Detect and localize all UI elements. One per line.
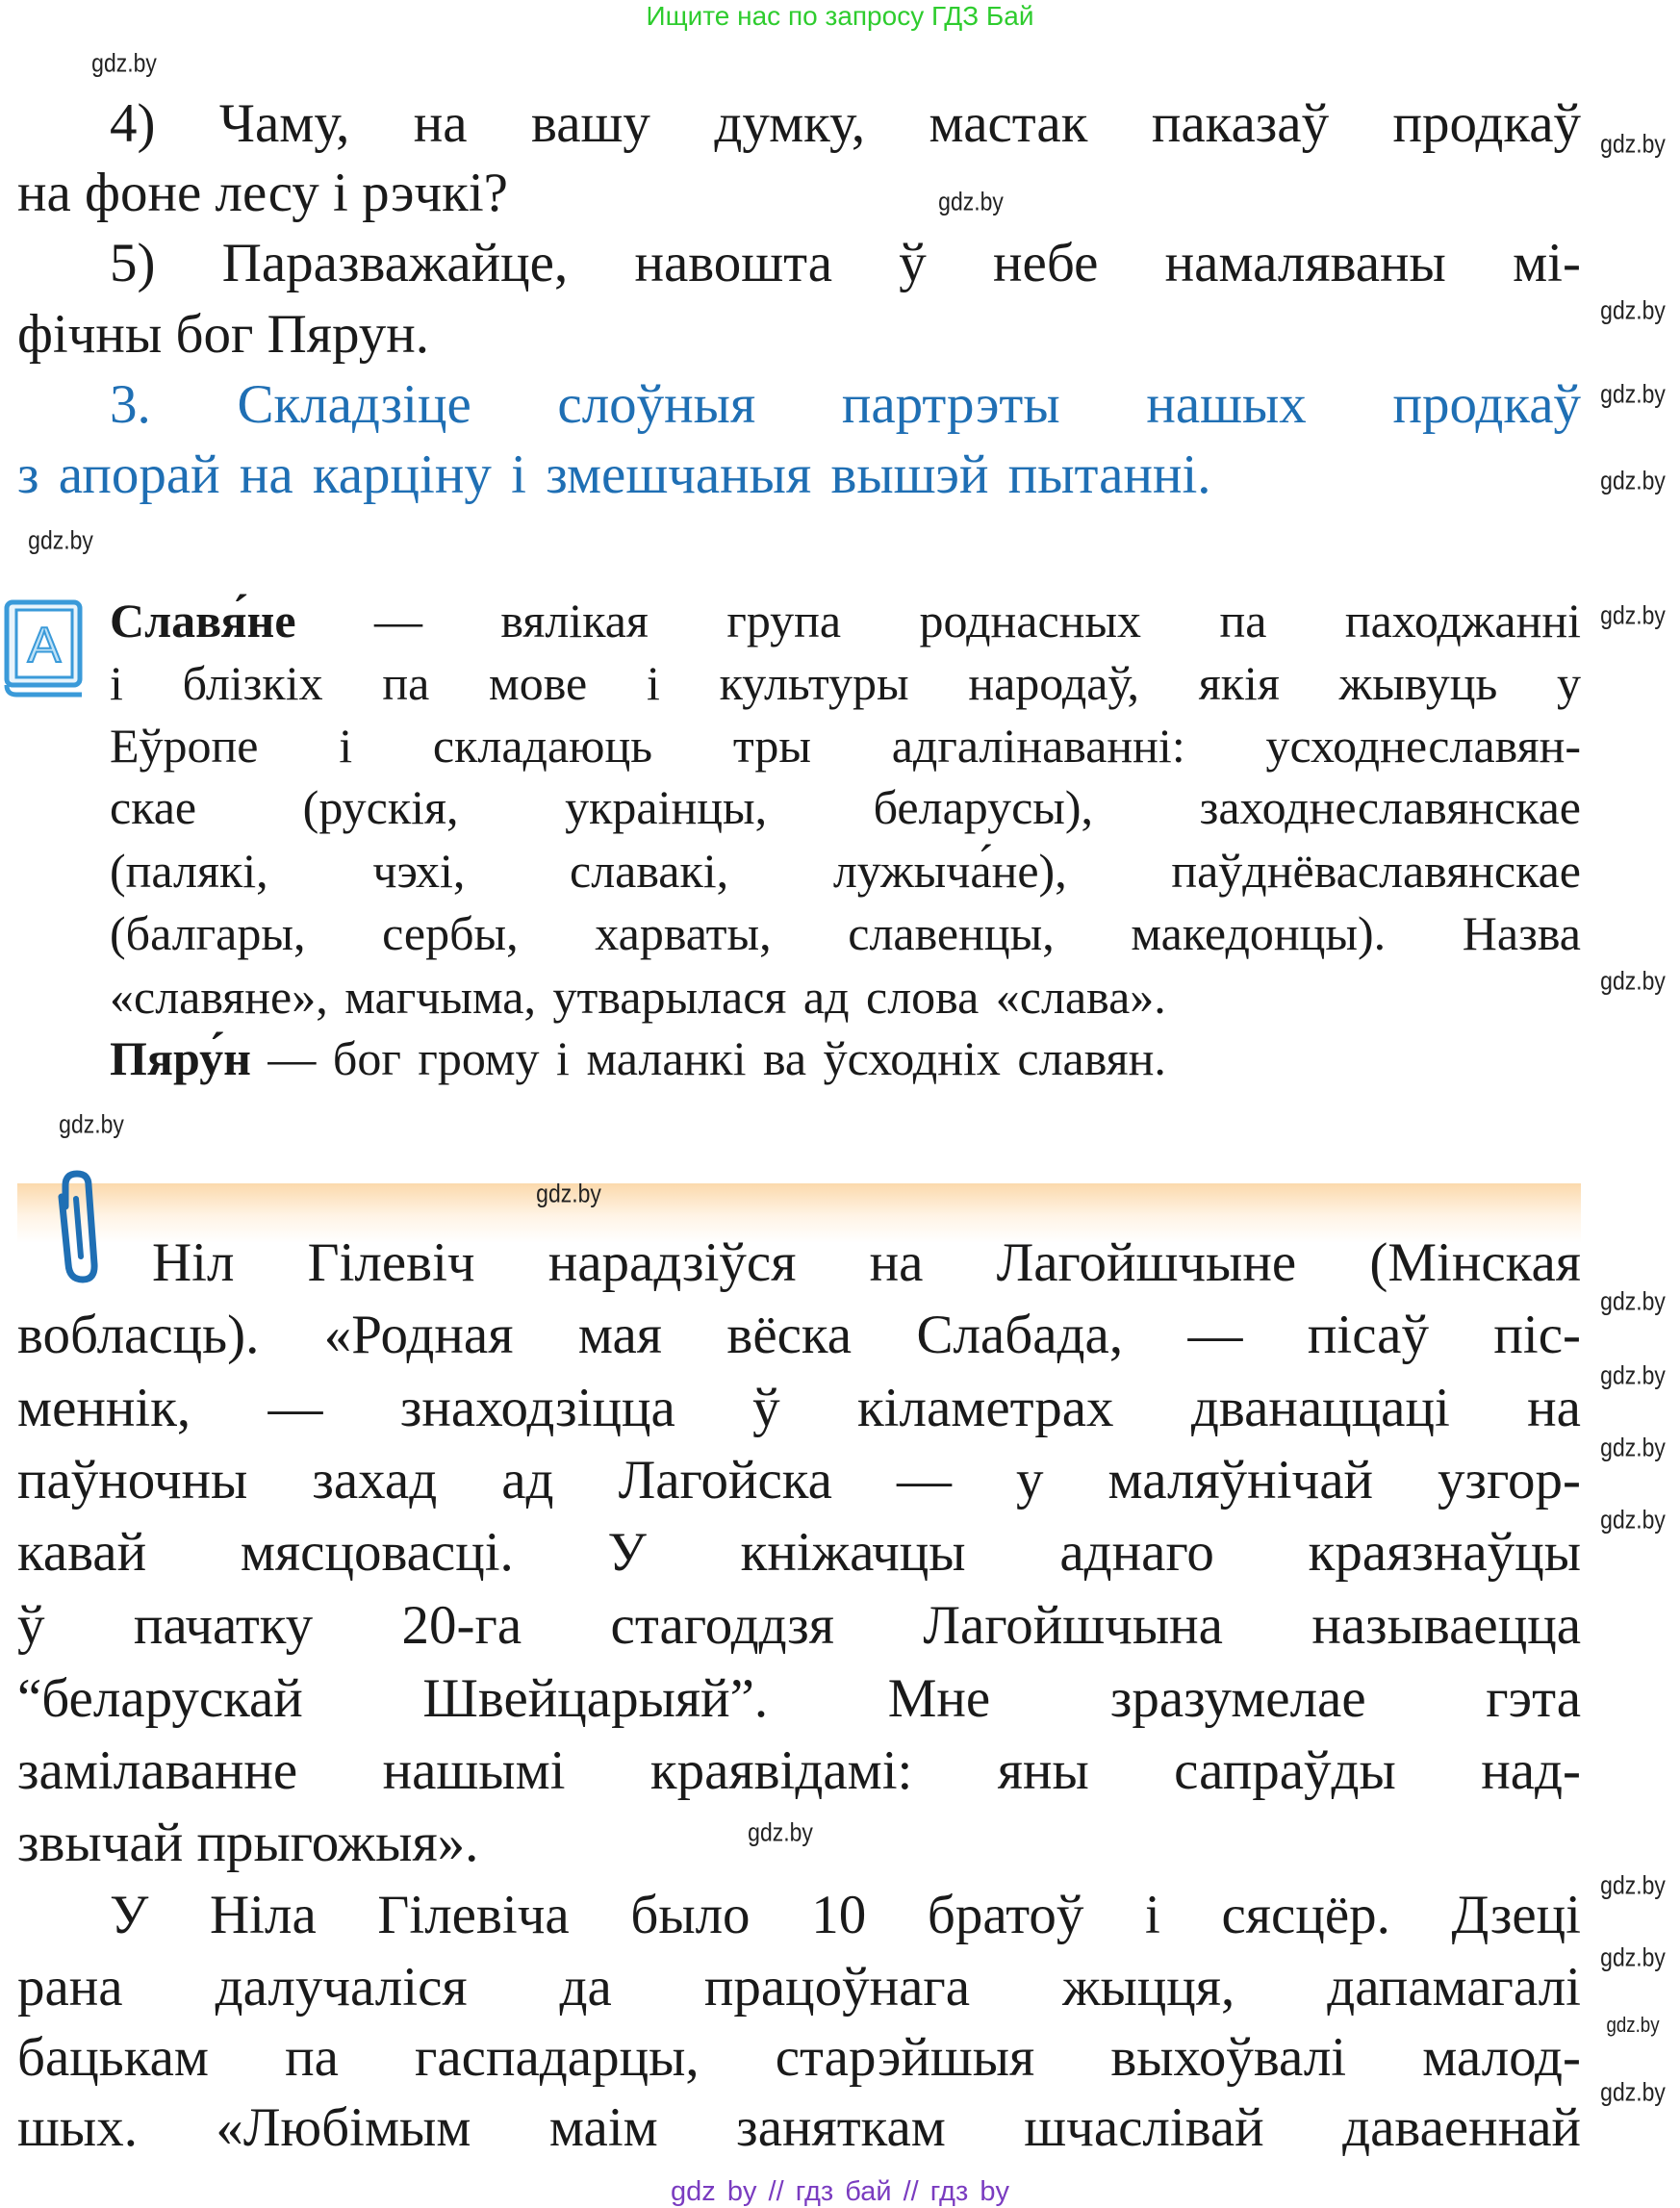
term-perun: Пяру́н — [110, 1031, 251, 1085]
note-line: ў пачатку 20-га стагоддзя Лагойшчына называецца — [17, 1595, 1581, 1656]
note-line: кавай мясцовасці. У кніжачцы аднаго краязнаўцы — [17, 1522, 1581, 1583]
watermark: gdz.by — [1600, 1360, 1666, 1390]
watermark: gdz.by — [938, 187, 1004, 216]
question-4-line-2: на фоне лесу і рэчкі? — [17, 163, 508, 223]
watermark: gdz.by — [1600, 295, 1666, 325]
watermark: gdz.by — [1600, 379, 1666, 409]
note-line: звычай прыгожыя». — [17, 1813, 479, 1873]
note-line: бацькам па гаспадарцы, старэйшыя выхоўвалі малод- — [17, 2027, 1581, 2088]
watermark: gdz.by — [1600, 2077, 1666, 2107]
watermark: gdz.by — [28, 525, 93, 555]
note-line: паўночны захад ад Лагойска — у маляўнічай узгор- — [17, 1450, 1581, 1510]
watermark: gdz.by — [1600, 966, 1666, 996]
question-5-line-1: 5) Паразважайце, навошта ў небе намаляваны мі- — [110, 233, 1581, 293]
watermark: gdz.by — [59, 1109, 124, 1139]
term-slavyane-definition: — вялікая група роднасных па паходжанні — [373, 594, 1581, 647]
watermark: gdz.by — [91, 48, 157, 78]
watermark: gdz.by — [1600, 129, 1666, 159]
note-line: “беларускай Швейцарыяй”. Мне зразумелае гэта — [17, 1668, 1581, 1729]
glossary-term-perun — [110, 1028, 1166, 1088]
note-line: Ніл Гілевіч нарадзіўся на Лагойшчыне (Мінская — [152, 1232, 1581, 1293]
question-5-line-2: фічны бог Пярун. — [17, 304, 430, 365]
watermark: gdz.by — [1600, 600, 1666, 630]
note-line: замілаванне нашымі краявідамі: яны сапраўды над- — [17, 1740, 1581, 1801]
term-perun-definition: — бог грому і маланкі ва ўсходніх славян. — [267, 1031, 1166, 1085]
task-3-line-2: з апорай на карціну і змешчаныя вышэй пытанні. — [17, 444, 1211, 505]
paperclip-icon — [44, 1168, 112, 1287]
glossary-line: Еўропе і складаюць тры адгалінаванні: усходнеславян- — [110, 719, 1581, 773]
note-line: меннік, — знаходзіцца ў кіламетрах дванаццаці на — [17, 1378, 1581, 1438]
watermark: gdz.by — [1600, 466, 1666, 495]
glossary-term-slavyane — [110, 591, 1581, 650]
glossary-line: «славяне», магчыма, утварылася ад слова «слава». — [110, 970, 1166, 1024]
task-3-line-1: 3. Складзіце слоўныя партрэты нашых продкаў — [110, 374, 1581, 435]
watermark: gdz.by — [1600, 1433, 1666, 1462]
watermark: gdz.by — [1600, 1286, 1666, 1316]
watermark: gdz.by — [1600, 1870, 1666, 1900]
note-line: У Ніла Гілевіча было 10 братоў і сясцёр. Дзеці — [110, 1885, 1581, 1945]
watermark: gdz.by — [1600, 1942, 1666, 1972]
note-line: рана далучаліся да працоўнага жыцця, дапамагалі — [17, 1957, 1581, 2018]
search-banner[interactable]: Ищите нас по запросу ГДЗ Бай — [646, 1, 1034, 31]
footer-links[interactable]: gdz by // гдз бай // гдз by — [671, 2176, 1009, 2207]
glossary-line: (балгары, сербы, харваты, славенцы, македонцы). Назва — [110, 906, 1581, 960]
watermark: gdz.by — [748, 1817, 813, 1847]
note-line: шых. «Любімым маім заняткам шчаслівай даваеннай — [17, 2097, 1581, 2158]
note-line: вобласць). «Родная мая вёска Слабада, — пісаў піс- — [17, 1305, 1581, 1365]
watermark: gdz.by — [1606, 2013, 1660, 2037]
watermark: gdz.by — [1600, 1505, 1666, 1535]
question-4-line-1: 4) Чаму, на вашу думку, мастак паказаў продкаў — [110, 93, 1581, 154]
glossary-line: і блізкіх па мове і культуры народаў, якія жывуць у — [110, 656, 1581, 710]
term-slavyane: Славя́не — [110, 594, 296, 647]
dictionary-book-icon — [3, 598, 86, 700]
glossary-line: (палякі, чэхі, славакі, лужыча́не), паўднёваславянскае — [110, 844, 1581, 898]
watermark: gdz.by — [536, 1179, 601, 1208]
glossary-line: скае (рускія, украінцы, беларусы), заходнеславянскае — [110, 780, 1581, 834]
svg-text:A: A — [27, 618, 62, 673]
